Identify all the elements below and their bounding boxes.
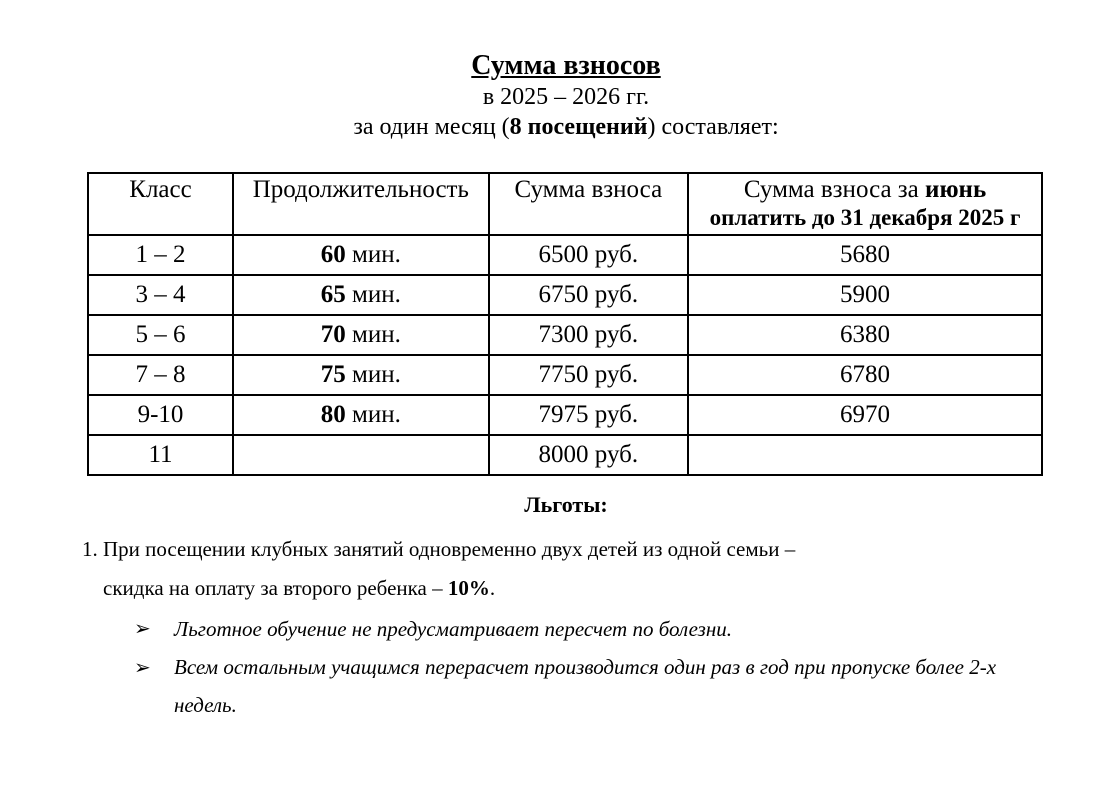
column-header-duration: Продолжительность [233,173,489,235]
month-visits: 8 посещений [509,114,648,140]
column-header-june [688,173,1042,235]
cell-duration [233,275,489,315]
table-row [88,355,1042,395]
discount-prefix: скидка на оплату за второго ребенка – [103,576,448,600]
duration-unit: мин. [345,401,401,428]
cell-june: 5680 [688,235,1042,275]
column-header-class: Класс [88,173,233,235]
bullet-text-1: Льготное обучение не предусматривает пересчет по болезни. [174,617,733,641]
benefit-item-1-line2 [103,575,495,601]
cell-june: 6780 [688,355,1042,395]
benefits-title: Льготы: [524,492,608,517]
june-header-line2: оплатить до 31 декабря 2025 г [709,205,1021,230]
duration-unit: мин. [345,361,401,388]
duration-number: 75 [320,361,346,388]
table-row [88,275,1042,315]
discount-value: 10% [447,576,490,600]
cell-duration [233,435,489,475]
cell-fee: 7750 руб. [489,355,688,395]
bullet-text-2: Всем остальным учащимся перерасчет производится один раз в год при пропуске более 2-х недель. [174,655,997,717]
cell-duration [233,355,489,395]
june-header-line1 [689,176,1041,204]
discount-suffix: . [489,576,496,600]
month-subtitle [0,112,1102,142]
arrow-bullet-icon: ➢ [134,657,151,679]
cell-fee: 7300 руб. [489,315,688,355]
cell-june [688,435,1042,475]
june-prefix: Сумма взноса за [743,176,926,203]
duration-unit: мин. [345,281,401,308]
cell-duration [233,315,489,355]
cell-fee: 6500 руб. [489,235,688,275]
fees-table [87,172,1043,476]
cell-class: 9-10 [88,395,233,435]
cell-fee: 8000 руб. [489,435,688,475]
month-suffix: ) составляет: [647,114,779,140]
cell-fee: 6750 руб. [489,275,688,315]
duration-number: 70 [320,321,346,348]
cell-class: 5 – 6 [88,315,233,355]
table-header-row [88,173,1042,235]
cell-class: 1 – 2 [88,235,233,275]
duration-number: 65 [320,281,346,308]
arrow-bullet-icon: ➢ [134,618,151,640]
duration-unit: мин. [345,241,401,268]
cell-june: 6970 [688,395,1042,435]
table-row [88,315,1042,355]
cell-class: 7 – 8 [88,355,233,395]
years-subtitle: в 2025 – 2026 гг. [482,84,650,110]
cell-june: 5900 [688,275,1042,315]
duration-unit: мин. [345,321,401,348]
page-header [0,50,1102,142]
cell-duration [233,395,489,435]
cell-class: 3 – 4 [88,275,233,315]
table-row [88,395,1042,435]
column-header-fee: Сумма взноса [489,173,688,235]
cell-class: 11 [88,435,233,475]
month-prefix: за один месяц ( [353,114,510,140]
page-title: Сумма взносов [471,50,661,81]
duration-number: 60 [320,241,346,268]
table-row [88,435,1042,475]
table-row [88,235,1042,275]
benefit-item-1-line1: 1. При посещении клубных занятий одновременно двух детей из одной семьи – [82,537,796,561]
cell-duration [233,235,489,275]
cell-fee: 7975 руб. [489,395,688,435]
june-bold: июнь [925,176,987,203]
cell-june: 6380 [688,315,1042,355]
duration-number: 80 [320,401,346,428]
